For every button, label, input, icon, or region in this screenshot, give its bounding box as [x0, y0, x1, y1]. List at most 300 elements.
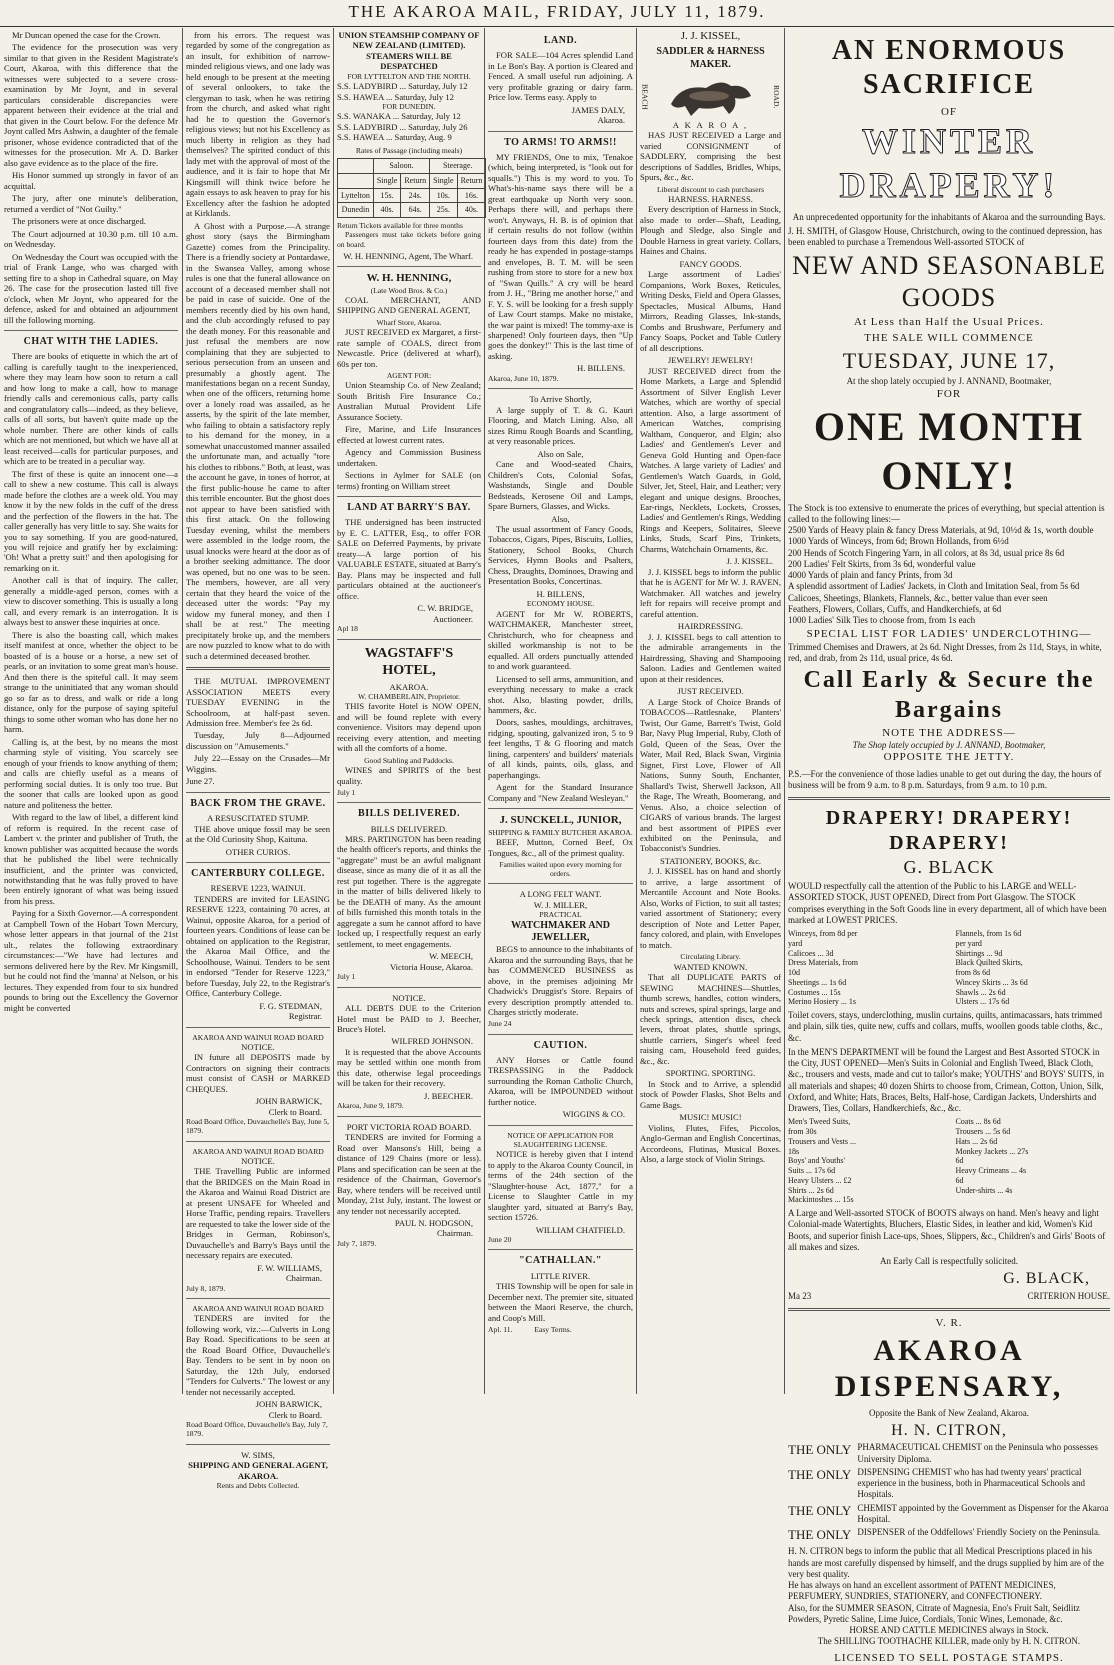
harness-heading: HARNESS. HARNESS.	[668, 193, 753, 204]
the-only-lead: THE ONLY	[788, 1442, 852, 1458]
board3-signature-title: Clerk to Board.	[268, 1409, 322, 1420]
price-item: Costumes ... 15s	[788, 987, 841, 997]
fares-note: Passengers must take tickets before going on board.	[337, 230, 481, 249]
miller-name: W. J. MILLER,	[533, 899, 588, 910]
board-signature: JOHN BARWICK,	[255, 1096, 322, 1107]
price-list-right	[955, 929, 1110, 1007]
port-heading: PORT VICTORIA ROAD BOARD.	[346, 1121, 472, 1132]
criterion-house: CRITERION HOUSE.	[1027, 1290, 1110, 1301]
the-only-lead: THE ONLY	[788, 1466, 852, 1482]
board2-heading: AKAROA AND WAINUI ROAD BOARD	[192, 1146, 324, 1156]
court-report	[4, 30, 178, 325]
stock-line: A splendid assortment of Ladies' Jackets, in Cloth and Imitation Seal, from 5s 6d	[788, 581, 1080, 592]
billens-sub: ECONOMY HOUSE.	[526, 599, 595, 609]
fares-subheader: Single	[373, 173, 400, 188]
library: Circulating Library.	[680, 952, 741, 962]
winter-drapery-heading: WINTER DRAPERY!	[839, 120, 1059, 205]
stock-body: The Stock is too extensive to enumerate the prices of everything, but special attention is called to the following lines:—	[788, 502, 1105, 524]
stock-line: 200 Hends of Scotch Fingering Yarn, in all colors, at 8s 3d, usual price 8s 6d	[788, 547, 1065, 558]
divider	[337, 987, 481, 988]
board-heading: AKAROA AND WAINUI ROAD BOARD	[192, 1032, 324, 1042]
the-only-item	[788, 1467, 1110, 1501]
mech-signature-title: Victoria House, Akaroa.	[389, 961, 473, 972]
summer-body: Also, for the SUMMER SEASON, Citrate of Magnesia, Eno's Fruit Salt, Seidlitz Powders, Pyretic Saline, Lime Juice, Cordials, Tonic Wines, Lemonade, &c.	[788, 1602, 1080, 1624]
divider	[488, 131, 633, 132]
price-item: Winceys, from 8d per yard	[788, 929, 858, 948]
table-cell: 25s.	[430, 203, 457, 218]
drapery-price-list	[788, 929, 1110, 1007]
table-cell: 40s.	[373, 203, 400, 218]
bills-sub: BILLS DELIVERED.	[370, 823, 448, 834]
agent-body: Agent for the Standard Insurance Company and "New Zealand Wesleyan."	[488, 782, 633, 803]
price-item: Coats ... 8s 6d	[955, 1117, 1001, 1127]
price-item: Trousers and Vests ... 18s	[788, 1136, 857, 1156]
licensed-body: Licensed to sell arms, ammunition, and everything necessary to make a crack shot. Also, blasting powder, drills, hammers, &c.	[488, 673, 633, 715]
port-date: July 7, 1879.	[337, 1238, 377, 1248]
liberal-note: Liberal discount to cash purchasers	[656, 184, 765, 194]
wagstaff-sub: AKAROA.	[389, 681, 429, 692]
akaroa-label: A K A R O A ,	[672, 119, 749, 130]
divider	[337, 266, 481, 267]
price-item: Heavy Ulsters ... £2	[788, 1175, 852, 1185]
board-signature-title: Clerk to Board.	[268, 1106, 322, 1117]
the-only-text: DISPENSER of the Oddfellows' Friendly Society on the Peninsula.	[857, 1527, 1101, 1538]
section-heading-chat: CHAT WITH THE LADIES.	[23, 336, 159, 348]
doors-body: Doors, sashes, mouldings, architraves, ridging, spouting, galvanized iron, 5 to 9 feet lengths, T & G flooring and match lining, carpenters' and builders' materials of all kinds, paints, oils, glass, and paperhangings.	[488, 717, 633, 780]
divider	[186, 1444, 330, 1445]
fares-subheader: Return	[401, 173, 430, 188]
new-goods-heading: NEW AND SEASONABLE GOODS	[792, 251, 1106, 312]
black-foot	[788, 1291, 1110, 1302]
price-item: Under-shirts ... 4s	[955, 1185, 1013, 1195]
column-rule	[333, 28, 334, 1394]
the-only-lead: THE ONLY	[788, 1502, 852, 1518]
agent-for: AGENT FOR:	[386, 371, 432, 381]
citron-body: H. N. CITRON begs to inform the public that all Medical Prescriptions placed in his hands are most carefully dispensed by himself, and the drugs supplied by him are of the very best quality.	[788, 1546, 1104, 1579]
partington-body: MRS. PARTINGTON has been reading the health officer's reports, and thinks the "aggregate" must be an awful malignant disease, since as many die of it as all the rest put together. There is the aggregate in the matter of bills delivered likely to be the DEATH of many. As the amount of bills furnished this month totals in the aggregate a sum he cannot afford to have locked up, I respectfully request an early settlement, to meet engagements.	[337, 833, 481, 949]
stabling: Good Stabling and Paddocks.	[364, 755, 454, 765]
canterbury-heading: CANTERBURY COLLEGE.	[191, 868, 325, 880]
shop-label: At the shop lately occupied by J. ANNAND, Bootmaker,	[846, 376, 1052, 387]
stock-line: 200 Ladies' Felt Skirts, from 3s 6d, wonderful value	[788, 558, 976, 569]
board-body: IN future all DEPOSITS made by Contractors on signing their contracts must consist of CASH or MARKED CHEQUES.	[186, 1052, 330, 1094]
divider	[186, 1141, 330, 1142]
toilet-body: Toilet covers, stays, underclothing, muslin curtains, quilts, antimacassars, hats trimmed and plain, silk ties, quite new, cuffs and collars, muffs, woollen goods table cloths, &c., &c.	[788, 1010, 1103, 1043]
shop-address: The Shop lately occupied by J. ANNAND, Bootmaker,	[852, 740, 1046, 751]
horse-emblem-icon	[651, 74, 771, 120]
grave-sub: A RESUSCITATED STUMP.	[207, 813, 309, 824]
port-body: TENDERS are invited for Forming a Road over Mansons's Hill, being a distance of 129 Chains (more or less). Plans and specification can be seen at the residence of the Chairman, Governor's Bay, where tenders will be received until Monday, 21st July, instant. The lowest or any tender not necessarily accepted.	[337, 1132, 481, 1216]
price-item: Shawls ... 2s 6d	[955, 987, 1006, 997]
fancy-heading: FANCY GOODS.	[679, 258, 742, 269]
divider	[337, 496, 481, 497]
little-river: LITTLE RIVER.	[530, 1270, 591, 1281]
dispensary-sub: Opposite the Bank of New Zealand, Akaroa.	[869, 1407, 1029, 1418]
steamship-list	[337, 81, 481, 102]
stock-line: 4000 Yards of plain and fancy Prints, from 3d	[788, 570, 953, 581]
fares-corner	[338, 159, 374, 174]
steamship-sub: FOR DUNEDIN.	[382, 102, 436, 112]
reserve-signature-title: Registrar.	[288, 1011, 322, 1022]
beecher-signature: J. BEECHER.	[424, 1090, 473, 1101]
fares-subheader-row	[338, 173, 486, 188]
fancy-body: The usual assortment of Fancy Goods, Tobaccos, Cigars, Pipes, Biscuits, Lollies, Stationery, School Books, Church Services, Hymn Books and Psalters, Chess, Draughts, Dominoes, Drawing and Presentation Books, Concertinas.	[488, 524, 633, 587]
divider	[186, 667, 330, 670]
mens-body: In the MEN'S DEPARTMENT will be found the Largest and Best Assorted STOCK in the City, JUST OPENED—Men's Suits in Colonial and English Tweed, Black Cloth, &c., trousers and vests, made and cut to tailor's make; YOUTHS' and BOYS' SUITS, in all materials and shapes; 40 dozen Shirts to choose from, Crimean, Cotton, Union, Silk, Oxford, and White; Hats, Braces, Belts, Half-hose, Cardigan Jackets, Undershirts and Drawers, Ties, Collars, Handkerchiefs, &c., &c.	[788, 1046, 1104, 1114]
saddle-emblem-row	[640, 74, 781, 120]
the-only-lead: THE ONLY	[788, 1527, 852, 1543]
column-1	[4, 30, 178, 1392]
horse-medicines: HORSE AND CATTLE MEDICINES always in Stock.	[849, 1625, 1049, 1636]
special-heading: SPECIAL LIST FOR LADIES' UNDERCLOTHING—	[806, 628, 1092, 641]
the-only-item	[788, 1527, 1110, 1543]
wanted-heading: WANTED KNOWN.	[673, 961, 748, 972]
caution-body: ANY Horses or Cattle found TRESPASSING in the Paddock surrounding the Roman Catholic Church, Akaroa, will be IMPOUNDED without further notice.	[488, 1054, 633, 1107]
curios: OTHER CURIOS.	[225, 846, 291, 857]
sunckell-name: J. SUNCKELL, JUNIOR,	[499, 814, 622, 827]
price-item: Wincey Skirts ... 3s 6d	[955, 977, 1028, 987]
sporting-body: In Stock and to Arrive, a splendid stock of Powder Flasks, Shot Belts and Game Bags.	[640, 1078, 781, 1110]
fares-corner	[338, 173, 374, 188]
board2-signature-title: Chairman.	[285, 1273, 322, 1284]
paragraph: On Wednesday the Court was occupied with the trial of Frank Lange, who was charged with setting fire to a shop in Cathedral square, on May 26. The case for the prosecution lasted till five o'clock, when Mr Joynt, who appeared for the defence, asked for and obtained an adjournment till the following morning.	[4, 251, 178, 325]
board3-date: Road Board Office, Duvauchelle's Bay, July 7, 1879.	[186, 1420, 328, 1439]
sims-body: SHIPPING AND GENERAL AGENT, AKAROA.	[188, 1460, 328, 1481]
table-cell: 15s.	[373, 188, 400, 203]
notice-heading: NOTICE.	[241, 1041, 275, 1052]
tuesday-heading: TUESDAY, JUNE 17,	[842, 347, 1056, 373]
chatfield-signature: WILLIAM CHATFIELD.	[535, 1224, 625, 1235]
masthead	[0, 0, 1114, 27]
beecher-date: Akaroa, June 9, 1879.	[337, 1101, 404, 1111]
black-date: Ma 23	[788, 1290, 812, 1301]
steamship-body: STEAMERS WILL BE DESPATCHED	[366, 50, 452, 72]
the-only-text: CHEMIST appointed by the Government as Dispenser for the Akaroa Hospital.	[857, 1502, 1109, 1524]
patent-body: He has always on hand an excellent assortment of PATENT MEDICINES, PERFUMERY, SUNDRIES, STATIONERY, and CONFECTIONERY.	[788, 1580, 1056, 1602]
paragraph: The first of these is quite an innocent one—a call to shew a new costume. This call is always made before the clothes are a week old. You may know it by the new folds in the cuff of the dress and the perfection of the flowers in the hat. The caller generally has very little to say. She waits for you to say something. If you are good-natured, you will rejoice and gratify her by exclaiming: 'Oh! What a pretty suit!' and then apologising for remarking on it.	[4, 468, 178, 573]
wagstaff-body: THIS favorite Hotel is NOW OPEN, and will be found replete with every convenience. Visitors may depend upon receiving every attention, and meeting with all the comforts of a home.	[337, 701, 481, 754]
board-date: Road Board Office, Duvauchelle's Bay, June 5, 1879.	[186, 1117, 330, 1136]
sacrifice-heading: AN ENORMOUS SACRIFICE	[831, 35, 1067, 101]
call-early-heading: Call Early & Secure the Bargains	[803, 667, 1095, 723]
arms-body: MY FRIENDS, One to mix, 'Tenakoe (which, being interpreted, is "look out for squalls.") This is my word to you. To What's-his-name says there will be a great earthquake up North very soon. Perhaps there will, and perhaps there won't. Anyways, H. B. is of opinion that if certain results do not follow (within fourteen days from this date) from the ready he has expended in postage-stamps and envelopes, B. T. M. will be seen rushing from store to store for a new box of "Swan Quills." A cry will be heard from J. H., "Bring me another horse," and F. Y. S. will be looking for a fresh supply of Law Court stamps. Make no mistake, the war paint is mixed! The tommy-axe is sharpened! Only fourteen days, then "Up goes the donkey!" This is the last time of asking.	[488, 151, 633, 361]
sunckell-sub: SHIPPING & FAMILY BUTCHER AKAROA.	[488, 827, 633, 837]
chatfield-date: June 20	[488, 1235, 512, 1245]
divider	[337, 1116, 481, 1117]
arms-heading: TO ARMS! TO ARMS!!	[504, 136, 617, 148]
price-item: Calicoes ... 3d	[788, 948, 834, 958]
men-list-left	[788, 1117, 943, 1205]
beach-label: BEACH	[640, 83, 650, 110]
the-only-item	[788, 1503, 1110, 1526]
table-cell: 16s.	[457, 188, 486, 203]
men-list-right	[955, 1117, 1110, 1205]
ps-body: P.S.—For the convenience of those ladies unable to get out during the day, the hours of business will be from 9 a.m. to 8 p.m. Saturdays, from 9 a.m. to 10 p.m.	[788, 768, 1102, 791]
coal-heading: COAL MERCHANT, AND SHIPPING AND GENERAL AGENT,	[337, 295, 481, 316]
divider	[337, 639, 481, 640]
fares-header: Steerage.	[430, 159, 486, 174]
masthead-title: THE AKAROA MAIL, FRIDAY, JULY 11, 1879.	[348, 2, 766, 21]
saddler-heading: SADDLER & HARNESS MAKER.	[656, 46, 765, 70]
sailing-line: S.S. WANAKA ... Saturday, July 12	[337, 111, 461, 122]
kissel-signature: J. J. KISSEL.	[726, 556, 773, 567]
table-cell: 40s.	[457, 203, 486, 218]
sunckell-body: BEEF, Mutton, Corned Beef, Ox Tongues, &c., all of the primest quality.	[488, 837, 633, 858]
port-signature-title: Chairman.	[436, 1228, 473, 1239]
drapery-heading: DRAPERY! DRAPERY! DRAPERY!	[825, 807, 1073, 854]
port-signature: PAUL N. HODGSON,	[394, 1217, 473, 1228]
price-item: Merino Hosiery ... 1s	[788, 997, 856, 1007]
divider	[488, 808, 633, 809]
price-item: Black Quilted Skirts, from 8s 6d	[955, 958, 1023, 978]
wiggins-signature: WIGGINS & CO.	[562, 1109, 625, 1120]
sims-foot: Rents and Debts Collected.	[216, 1481, 300, 1491]
arms-date: Akaroa, June 10, 1879.	[488, 373, 559, 383]
table-cell: 10s.	[430, 188, 457, 203]
fares-subheader: Single	[430, 173, 457, 188]
black-heading: G. BLACK	[903, 857, 995, 878]
paragraph: The Court adjourned at 10.30 p.m. till 10 a.m. on Wednesday.	[4, 228, 178, 250]
one-month-heading: ONE MONTH ONLY!	[813, 404, 1085, 498]
music-body: Violins, Flutes, Fifes, Piccolos, Anglo-German and English Concertinas, Accordeons, Flutinas, Musical Boxes. Also, a large stock of Violin Strings.	[640, 1122, 781, 1165]
price-item: Flannels, from 1s 6d per yard	[955, 929, 1022, 948]
hair-heading: HAIRDRESSING.	[677, 621, 744, 632]
roberts-body: AGENT for Mr W. ROBERTS, WATCHMAKER, Manchester street, Christchurch, who for cheapness and skilled workmanship is not to be equalled. All orders punctually attended to and work guaranteed.	[488, 608, 633, 672]
mech-date: July 1	[337, 972, 356, 982]
agent-list: Union Steamship Co. of New Zealand; South British Fire Insurance Co.; Australian Mutual Provident Life Assurance Society.	[337, 380, 481, 422]
mech-signature: W. MEECH,	[429, 951, 473, 962]
black-body: WOULD respectfully call the attention of the Public to his LARGE and WELL-ASSORTED STOCK, JUST OPENED, Direct from Port Glasgow. The STOCK comprises everything in the Soft Goods line in every department, all of which have been marked at LOWEST PRICES.	[788, 881, 1107, 925]
smith-body: J. H. SMITH, of Glasgow House, Christchurch, owing to the continued depression, has been enabled to purchase a Tremendous Well-assorted STOCK of	[788, 225, 1102, 248]
note-address: NOTE THE ADDRESS—	[882, 726, 1016, 739]
board3-heading: AKAROA AND WAINUI ROAD BOARD	[192, 1303, 324, 1313]
stock-line: Feathers, Flowers, Collars, Cuffs, and Handkerchiefs, at 6d	[788, 603, 1002, 614]
mutual-heading: THE MUTUAL IMPROVEMENT ASSOCIATION MEETS every TUESDAY EVENING in the Schoolroom, at half-past seven. Admission free. Member's fee 2s 6d.	[186, 676, 330, 728]
just-body: A Large Stock of Choice Brands of TOBACCOS—Rattlesnake, Planters' Twist, Our Game, Barrett's Twist, Gold Bar, Navy Plug Imperial, Ruby, Cloth of Gold, Queen of the Seas, Over the Water, Mail Red, Black Swan, Virginia Signet, First Love, Flower of All Nations, Sunny South, Enchanter, Shallard's Twist, Sherwell Jackson, All the Rage, The Wreath, Boomerang, and Venus. Also, a choice selection of CIGARS of various brands. The largest and best assortment of PIPES ever exhibited on the Peninsula, and Tobacconist's Sundries.	[640, 696, 781, 854]
criterion-body: ALL DEBTS DUE to the Criterion Hotel must be PAID to J. Beecher, Bruce's Hotel.	[337, 1003, 481, 1034]
paragraph: With regard to the law of libel, a different kind of reform is required. In the recent case of Lambert v. the printer and publisher of Truth, the known publisher was acquitted because the words that he published the libel were technically insufficient, and the printer was convicted, notwithstanding that he was fully proved to have been entirely ignorant of what was being issued from his press.	[4, 812, 178, 906]
table-row	[338, 203, 486, 218]
criterion-body-2: It is requested that the above Accounts may be settled within one month from this date, otherwise legal proceedings will be taken for their recovery.	[337, 1046, 481, 1089]
paragraph: Mr Duncan opened the case for the Crown.	[12, 30, 161, 40]
land-heading: LAND.	[543, 35, 578, 46]
mens-price-list	[788, 1117, 1110, 1205]
paragraph: There is also the boasting call, which makes itself manifest at once, whether the object to be boasted of is a house or a horse, a new set of pearls, or an invitation to some great man's house. And then there is the spiteful call. It may seem strange to the uninitiated that any woman should go so far as to dress, and walk or ride a long distance, only for the purpose of saying spiteful things to some other woman who has done her no harm.	[4, 629, 178, 735]
black-signature: G. BLACK,	[1003, 1270, 1090, 1288]
board2-signature: F. W. WILLIAMS,	[257, 1262, 322, 1273]
column-5	[640, 30, 781, 1392]
watch-body: BEGS to announce to the inhabitants of Akaroa and the surrounding Bays, that he has COMMENCED BUSINESS as above, in the premises adjoining Mr Chadwick's Druggist's Store. Repairs of every description promptly attended to. Charges strictly moderate.	[488, 944, 633, 1017]
lr-terms: Easy Terms.	[534, 1325, 572, 1335]
music-heading: MUSIC! MUSIC!	[679, 1112, 742, 1123]
price-item: Sheetings ... 1s 6d	[788, 977, 847, 987]
mutual-date: June 27.	[186, 776, 215, 787]
price-item: Boys' and Youths' Suits ... 17s 6d	[788, 1156, 845, 1176]
criterion-signature: WILFRED JOHNSON.	[391, 1036, 473, 1047]
arrive-body: A large supply of T. & G. Kauri Flooring, and Match Lining. Also, all sizes Rimu Rough Boards and Scantling, at very reasonable prices.	[488, 404, 633, 447]
paragraph: Calling is, at the best, by no means the most charming style of visiting. You scarcely see enough of your friends to know anything of them; and calls are chiefly useful as a means of performing social duties. It is only too true. But the sooner that calls are looked upon as good nature and politeness the better.	[4, 736, 178, 810]
special-body: Trimmed Chemises and Drawers, at 2s 6d. Night Dresses, from 2s 11d, Stays, in white, red, and drab, from 2s 11d, usual price, 4s 6d.	[788, 641, 1102, 664]
agent-body: J. J. KISSEL begs to inform the public that he is AGENT for Mr W. J. RAVEN, Watchmaker. All watches and jewelry left for repairs will receive prompt and careful attention.	[640, 566, 781, 619]
grave-body: THE above unique fossil may be seen at the Old Curiosity Shop, Kaituna.	[186, 823, 330, 845]
kissel-body: HAS JUST RECEIVED a Large and varied CONSIGNMENT of SADDLERY, comprising the best descriptions of Saddles, Bridles, Whips, Spurs, &c., &c.	[640, 130, 781, 183]
steamship-list	[337, 111, 481, 142]
table-cell: Dunedin	[338, 203, 374, 218]
paragraph: Another call is that of inquiry. The caller, generally a middle-aged person, comes with a view to discover something. This is usually a long call, and every remark is an interrogation. It is always best to answer these inquiries at once.	[4, 575, 178, 628]
stock-lines	[788, 525, 1110, 626]
fire-insurance: Fire, Marine, and Life Insurances effected at lowest current rates.	[337, 424, 481, 445]
the-only-item	[788, 1442, 1110, 1465]
henning-signature: W. H. HENNING, Agent, The Wharf.	[343, 250, 473, 261]
paragraph: from his errors. The request was regarded by some of the congregation as an insult, for exhibition of narrow-minded religious views, and one lady was held enough to be present at the meeting of several onlookers, to take the clergyman to task, when he was retiring from the church, and asked what right had he to question the Governor's religious views; but not his Excellency as much liberty in religion as they had themselves? The spirited conduct of this lady met with the approval of most of the audience, and it is fair to hope that Mr Kingsmill will think twice before he again essays to ask heaven to pray for his Excellency after the fashion he adopted at Kirklands.	[186, 30, 330, 219]
jewelry-heading: JEWELRY! JEWELRY!	[667, 355, 754, 366]
board2-body: THE Travelling Public are informed that the BRIDGES on the Main Road in the Akaroa and Wainui Road District are at present UNSAFE for Wheeled and Horse Traffic, pending repairs. Travellers are requested to take the lower side of the Bridges in German, Robinson's, Duvauchelle's and Barry's Bays until the necessary repairs are executed.	[186, 1166, 330, 1261]
paragraph: There are books of etiquette in which the art of calling is carefully taught to the inexperienced, where they may learn how soon to return a call and how long to make a call, how to manage friendly calls and ceremonious calls, party calls and congratulatory calls—indeed, as they believe, calls of all sorts, but haven't quite made up the whole number. There are other kinds of calls which are not mentioned, but which we have all at least received—calls for particular purposes, and which are to be treated in a peculiar way.	[4, 351, 178, 467]
paragraph: The evidence for the prosecution was very similar to that given in the Resident Magistrate's Court, Akaroa, with this difference that the witnesses were subjected to a severe cross-examination by Mr Joynt, and in several particulars considerable discrepancies were apparent between their evidence at the trial and that given in the Court below. For the defence Mr Joynt called Mrs Ashwin, a daughter of the female prisoner, whose evidence contradicted that of the witnesses for the prosecution. Mr A. D. Barker also gave evidence as to the place of the fire.	[4, 42, 178, 168]
also-heading: Also,	[551, 513, 570, 524]
felt-heading: A LONG FELT WANT.	[519, 889, 602, 900]
wanted-body: That all DUPLICATE PARTS of SEWING MACHINES—Shuttles, thumb screws, handles, cotton winders, nuts and screws, spiral springs, large and check springs, attention discs, check levers, throat plates, shuttle springs, shuttle carriers, Singer's wheel feed raising cam, Household feed guides, &c., &c.	[640, 972, 781, 1066]
road-label: ROAD.	[772, 85, 781, 109]
paragraph: His Honor summed up strongly in favor of an acquittal.	[4, 170, 178, 191]
hair-body: J. J. KISSEL begs to call attention to the admirable arrangements in the Hairdressing, Shaving and Shampooing Saloon. Ladies and Gentlemen waited upon at their residences.	[640, 631, 781, 684]
slaughter-body: NOTICE is hereby given that I intend to apply to the Akaroa County Council, in terms of the 24th section of the "Slaughter-house Act, 1877," for a License to Slaughter Cattle in my slaughter yard, situated at Barry's Bay, section 15726.	[488, 1149, 633, 1223]
divider	[186, 792, 330, 793]
stationery-body: J. J. KISSEL has on hand and shortly to arrive, a large assortment of Mercantile Account and Note Books. Also, Works of Fiction, to suit all tastes; varied assortment of Stationery; every description of Note and Letter Paper, fancy colored, and plain, with Envelopes to match.	[640, 866, 781, 950]
henning-name: W. H. HENNING,	[366, 272, 452, 285]
divider	[788, 797, 1110, 800]
price-item: Hats ... 2s 6d	[955, 1136, 998, 1146]
practical: PRACTICAL	[539, 910, 582, 920]
mutual-body: July 22—Essay on the Crusades—Mr Wiggins.	[186, 753, 330, 774]
notice-heading: NOTICE.	[392, 992, 426, 1003]
arrive-heading: To Arrive Shortly,	[529, 394, 592, 405]
also-heading: Also on Sale,	[537, 448, 584, 459]
stationery-heading: STATIONERY, BOOKS, &c.	[659, 855, 762, 866]
dispensary-heading: AKAROA DISPENSARY,	[834, 1333, 1064, 1404]
of-label: OF	[940, 106, 958, 119]
divider	[186, 1027, 330, 1028]
sailing-line: S.S. LADYBIRD ... Saturday, July 26	[337, 121, 468, 132]
land-date: Apl 18	[337, 624, 358, 634]
licensed-label: LICENSED TO SELL POSTAGE STAMPS.	[834, 1651, 1064, 1664]
column-4	[488, 30, 633, 1392]
divider	[788, 1308, 1110, 1311]
just-heading: JUST RECEIVED.	[677, 686, 744, 697]
grave-heading: BACK FROM THE GRAVE.	[190, 797, 326, 809]
sale-label: THE SALE WILL COMMENCE	[864, 332, 1034, 345]
price-item: Dress Materials, from 10d	[788, 958, 858, 978]
sporting-heading: SPORTING. SPORTING.	[665, 1068, 756, 1079]
paragraph: The prisoners were at once discharged.	[12, 216, 146, 227]
divider	[488, 1125, 633, 1126]
land-body: FOR SALE—104 Acres splendid Land in Le Bon's Bay. A portion is Cleared and Fenced. A small useful run adjoining. A very profitable grazing or dairy farm. Price low. Terms easy. Apply to	[488, 50, 633, 103]
wines-date: July 1	[337, 788, 356, 798]
column-rule	[182, 28, 183, 1394]
fares-header: Saloon.	[373, 159, 429, 174]
table-row	[338, 188, 486, 203]
agency: Agency and Commission Business undertaken.	[337, 447, 481, 468]
little-river-date	[488, 1325, 633, 1334]
stock-line: 1000 Yards of Winceys, from 6d; Brown Hollands, from 6½d	[788, 536, 1009, 547]
paragraph: Paying for a Sixth Governor.—A correspondent at Campbell Town of the Hobart Town Mercury, whose letter appears in that journal of the 21st ult., relates the following extraordinary circumstances:—"We have had lectures and sermons delivered here by the Rev. Mr Kingsmill, but he could not find the 'manna' at Nelson, or his lectures. They expended from four to six hundred pounds to bring out the Excellency the Governor might be converted	[4, 908, 178, 1013]
wagstaff-heading: WAGSTAFF'S HOTEL,	[364, 645, 454, 678]
paragraph: The jury, after one minute's deliberation, returned a verdict of "Not Guilty."	[4, 193, 178, 214]
the-only-list	[788, 1442, 1110, 1543]
divider	[488, 1249, 633, 1250]
paragraph: A Ghost with a Purpose.—A strange ghost story (says the Birmingham Gazette) comes from the Principality. There is a friendly society at Pontardawe, in the Swansea Valley, among whose rules is one that the funeral allowance on account of a deceased member shall not be paid in case of suicide. One of the members recently died by his own hand, and the club accordingly refused to pay the death money. For this reasonable and just refusal the members are now complaining that they are subjected to serious persecution from an unseen and presumably a ghostly agent. The manifestations began on a recent Sunday, when one of the officers, returning home over a lonely road was assailed, as he asserts, by the spirit of the late member, who failing to obtain a satisfactory reply to his demand for the money, in a somewhat unaccustomed manner assailed the unfortunate man, and actually "tore his clothes to ribbons." Both, at least, was the account he gave, in tones of horror, at the first public-house he came to after this terrible encounter. But the ghost does not appear to have been satisfied with this first attack. On the following Tuesday evening, whilst the members were assembled in the lodge room, the usual knocks were heard at the door as of a brother seeking admittance. The door was opened, but no one was to be seen. The members, however, are all very certain that they heard the voice of the deceased utter the words: "Pay my widow my funeral money, and then I shall be at rest." The meeting precipitately broke up, and the members are now puzzled to know what to do with such a determined deceased brother.	[186, 220, 330, 661]
price-item: Trousers ... 5s 6d	[955, 1127, 1011, 1137]
price-item: Monkey Jackets ... 27s 6d	[955, 1146, 1029, 1166]
families-note: Families waited upon every morning for orders.	[499, 859, 622, 879]
article-continued	[186, 30, 330, 661]
early-call: An Early Call is respectfully solicited.	[880, 1256, 1018, 1267]
reserve-heading: RESERVE 1223, WAINUI.	[210, 883, 306, 894]
board2-date: July 8, 1879.	[186, 1283, 226, 1293]
wagstaff-prop: W. CHAMBERLAIN, Proprietor.	[357, 692, 461, 702]
sections-sale: Sections in Aylmer for SALE (on terms) fronting on William street	[337, 470, 481, 491]
stock-line: Calicoes, Sheetings, Blankets, Flannels, &c., better value than ever seen	[788, 592, 1048, 603]
also-body: Cane and Wood-seated Chairs, Children's Cots, Colonial Sofas, Washstands, Single and Double Bedsteads, Kerosene Oil and Lamps, Spare Burners, Glasses, and Wicks.	[488, 459, 633, 512]
the-only-text: DISPENSING CHEMIST who has had twenty years' practical experience in the business, both in Pharmaceutical Schools and Hospitals.	[857, 1466, 1086, 1500]
table-cell: 64s.	[401, 203, 430, 218]
land-heading: LAND AT BARRY'S BAY.	[347, 502, 471, 514]
vr-label: V. R.	[935, 1317, 963, 1330]
divider	[4, 330, 178, 331]
less-label: At Less than Half the Usual Prices.	[854, 315, 1044, 328]
wines: WINES and SPIRITS of the best quality.	[337, 765, 481, 786]
reserve-body: TENDERS are invited for LEASING RESERVE 1223, containing 70 acres, at Wainui, opposite Akaroa, for a period of fourteen years. Conditions of lease can be obtained on application to the Registrar, the Akaroa Mail Office, and the Schoolhouse, Wainui. Tenders to be sent in endorsed "Tender for Reserve 1223," before Tuesday, July 22, to the Registrar's Office, Canterbury College.	[186, 893, 330, 999]
price-item: Shirts ... 2s 6d	[788, 1185, 834, 1195]
kissel-name: J. J. KISSEL,	[680, 30, 741, 42]
fares-title: Rates of Passage (including meals)	[355, 145, 463, 155]
table-cell: Lyttelton	[338, 188, 374, 203]
jewelry-body: JUST RECEIVED direct from the Home Markets, a Large and Splendid Assortment of Silver English Lever Watches, which are worthy of special attention. Also, a large assortment of American Watches, comprising Waltham, Conqueror, and Elgin; also Ladies' and Gentlemen's Lever and Geneva Gold Hunting and Open-face Watches. A large variety of Ladies' and Gentlemen's Watch Guards, in Gold, Silver, Jet, Steel, Hair, and Leather; very elegant and unique designs. Brooches, Ear-rings, Necklets, Lockets, Crosses, Ladies' and Gentlemen's Rings, Wedding Rings and Keepers, Solitaires, Sleeve Links, Studs, Scarf Pins, Trinkets, Charms, Watchchain Ornaments, &c.	[640, 365, 781, 554]
henning-sub: (Late Wood Bros. & Co.)	[370, 285, 448, 295]
cathallan-heading: "CATHALLAN."	[519, 1255, 602, 1267]
column-rule	[784, 28, 785, 1394]
column-3	[337, 30, 481, 1392]
column-6	[788, 30, 1110, 1664]
price-item: Mackintoshes ... 15s	[788, 1195, 854, 1205]
divider	[337, 802, 481, 803]
column-2	[186, 30, 330, 1491]
land-signature-title: Auctioneer.	[433, 613, 473, 624]
fancy-body: Large assortment of Ladies' Companions, Work Boxes, Reticules, Writing Desks, Field and Opera Glasses, Spectacles, Musical Albums, Hand Mirrors, Reading Glasses, Ink-stands, Combs and Brushware, Perfumery and Fancy Soaps, Pocket and Table Cutlery of all descriptions.	[640, 269, 781, 353]
bills-heading: BILLS DELIVERED.	[358, 808, 460, 820]
watch-date: June 24	[488, 1019, 512, 1029]
column-rule	[484, 28, 485, 1394]
price-list-left	[788, 929, 943, 1007]
steamship-heading: UNION STEAMSHIP COMPANY OF NEW ZEALAND (LIMITED).	[338, 30, 480, 51]
fares-body	[338, 188, 486, 218]
divider	[488, 883, 633, 884]
sailing-line: S.S. LADYBIRD ... Saturday, July 12	[337, 81, 468, 92]
billens-name: H. BILLENS,	[536, 588, 585, 599]
toothache: The SHILLING TOOTHACHE KILLER, made only by H. N. CITRON.	[817, 1636, 1081, 1647]
watch-heading: WATCHMAKER AND JEWELLER,	[511, 919, 610, 943]
steamship-sub: FOR LYTTELTON AND THE NORTH.	[347, 71, 471, 81]
sims-name: W. SIMS,	[241, 1449, 275, 1460]
column-rule	[636, 28, 637, 1394]
reserve-signature: F. G. STEDMAN,	[259, 1000, 322, 1011]
table-cell: 24s.	[401, 188, 430, 203]
fares-subheader: Return	[457, 173, 486, 188]
price-item: Shirtings ... 9d	[955, 948, 1003, 958]
fares-note: Return Tickets available for three months	[337, 221, 463, 231]
intro: An unprecedented opportunity for the inhabitants of Akaroa and the surrounding Bays.	[792, 211, 1106, 222]
the-only-text: PHARMACEUTICAL CHEMIST on the Peninsula who possesses University Diploma.	[857, 1442, 1098, 1464]
